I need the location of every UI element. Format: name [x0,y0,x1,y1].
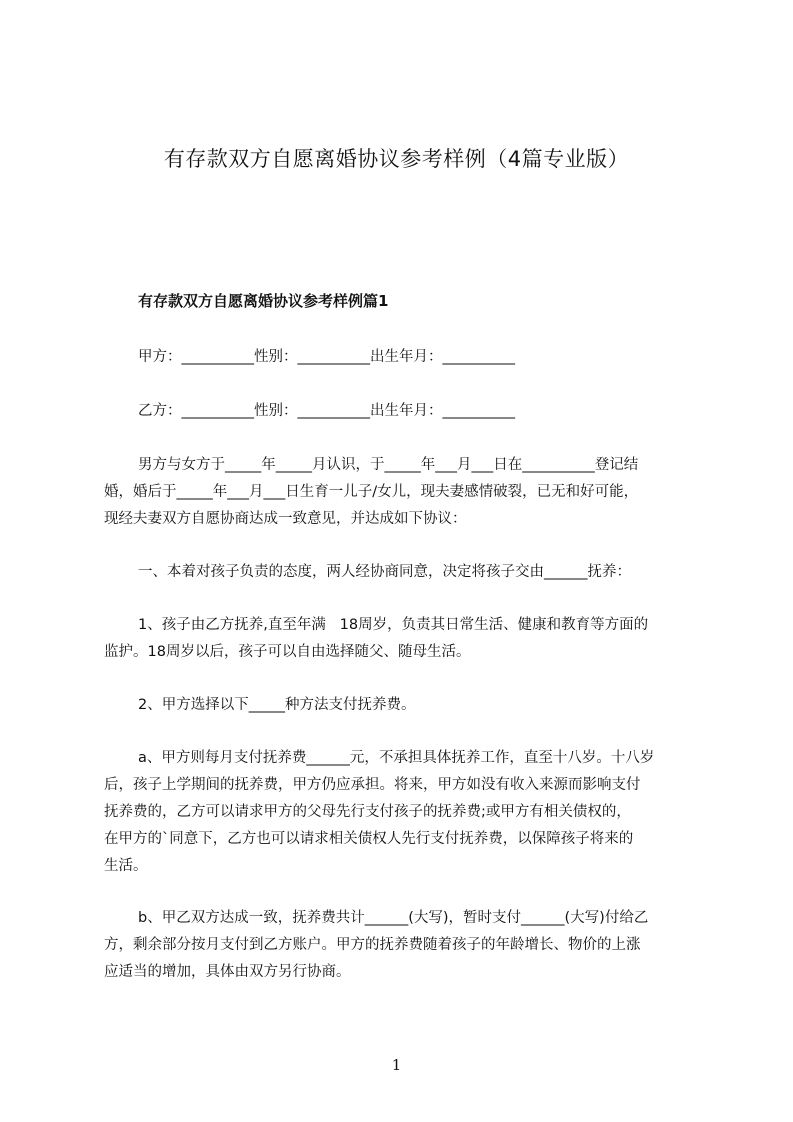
paragraph-line: 1、孩子由乙方抚养,直至年满 18周岁，负责其日常生活、健康和教育等方面的 [138,617,649,633]
paragraph-line: 在甲方的`同意下，乙方也可以请求相关债权人先行支付抚养费，以保障孩子将来的 [104,831,634,847]
paragraph-line: 男方与女方于_____年_____月认识，于_____年___月___日在__________登记结 [138,457,639,473]
paragraph-line: 婚，婚后于_____年___月___日生育一儿子/女儿，现夫妻感情破裂，已无和好可能， [104,484,639,500]
paragraph-line: 后，孩子上学期间的抚养费，甲方仍应承担。将来，甲方如没有收入来源而影响支付 [104,777,641,793]
paragraph-line: 现经夫妻双方自愿协商达成一致意见，并达成如下协议： [104,511,467,527]
paragraph-line: a、甲方则每月支付抚养费______元，不承担具体抚养工作，直至十八岁。十八岁 [138,750,655,766]
paragraph-line: 2、甲方选择以下_____种方法支付抚养费。 [138,697,416,713]
page-number: 1 [391,1056,402,1074]
paragraph-line: 方，剩余部分按月支付到乙方账户。甲方的抚养费随着孩子的年龄增长、物价的上涨 [104,937,641,953]
document-title: 有存款双方自愿离婚协议参考样例（4篇专业版） [163,147,630,171]
paragraph-line: 应适当的增加，具体由双方另行协商。 [104,964,351,980]
paragraph-line: 一、本着对孩子负责的态度，两人经协商同意，决定将孩子交由______抚养： [138,564,631,580]
paragraph-line: b、甲乙双方达成一致，抚养费共计______(大写)，暂时支付______(大写)付给乙 [138,910,649,926]
paragraph-line: 生活。 [104,858,148,874]
paragraph-line: 抚养费的，乙方可以请求甲方的父母先行支付孩子的抚养费;或甲方有相关债权的， [104,804,631,820]
party-a-line: 甲方：__________性别：__________出生年月：__________ [138,349,515,365]
section-heading: 有存款双方自愿离婚协议参考样例篇1 [138,292,389,310]
party-b-line: 乙方：__________性别：__________出生年月：__________ [138,403,515,419]
paragraph-line: 监护。18周岁以后，孩子可以自由选择随父、随母生活。 [104,644,471,660]
